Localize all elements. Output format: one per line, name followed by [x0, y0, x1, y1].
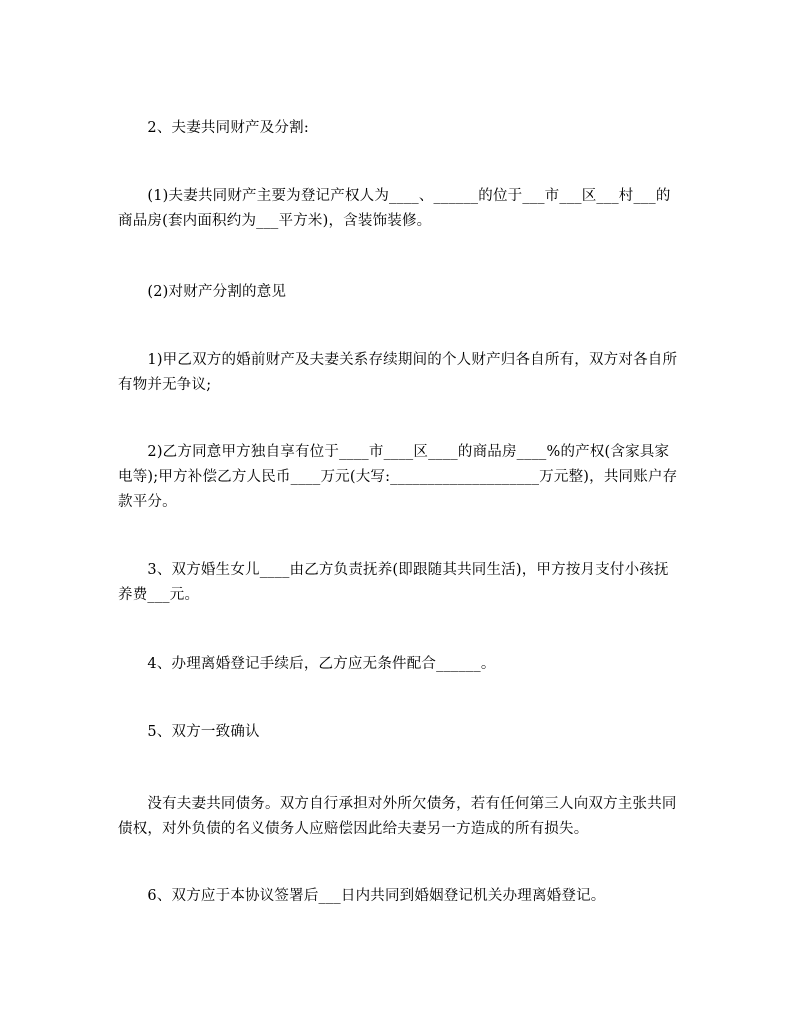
section-6-registration-deadline: 6、双方应于本协议签署后___日内共同到婚姻登记机关办理离婚登记。 — [118, 888, 606, 904]
property-clause-1: (1)夫妻共同财产主要为登记产权人为____、______的位于___市___区___村___的商品房(套内面积约为___平方米)，含装饰装修。 — [118, 188, 671, 229]
property-clause-housing: 2)乙方同意甲方独自享有位于____市____区____的商品房____%的产权(含家具家电等);甲方补偿乙方人民币____万元(大写:____________________万元整)，共同账户存款平分。 — [118, 444, 678, 510]
section-2-heading: 2、夫妻共同财产及分割: — [118, 120, 309, 136]
debt-clause: 没有夫妻共同债务。双方自行承担对外所欠债务，若有任何第三人向双方主张共同债权，对外负债的名义债务人应赔偿因此给夫妻另一方造成的所有损失。 — [118, 796, 677, 837]
section-4-registration: 4、办理离婚登记手续后，乙方应无条件配合______。 — [118, 656, 496, 672]
section-3-child-custody: 3、双方婚生女儿____由乙方负责抚养(即跟随其共同生活)，甲方按月支付小孩抚养费___元。 — [118, 562, 669, 603]
property-division-heading: (2)对财产分割的意见 — [118, 284, 287, 300]
section-5-heading: 5、双方一致确认 — [118, 724, 260, 740]
property-clause-premarital: 1)甲乙双方的婚前财产及夫妻关系存续期间的个人财产归各自所有，双方对各自所有物并无争议; — [118, 352, 678, 393]
